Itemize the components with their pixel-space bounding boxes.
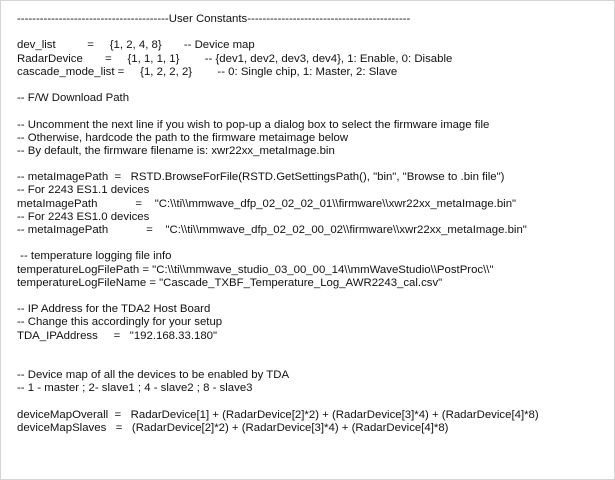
code-line: -- metaImagePath = RSTD.BrowseForFile(RSTD.GetSettingsPath(), "bin", "Browse to .bin file") bbox=[17, 171, 505, 184]
code-line bbox=[17, 395, 610, 408]
code-line: TDA_IPAddress = "192.168.33.180" bbox=[17, 329, 218, 342]
code-line: metaImagePath = "C:\\ti\\mmwave_dfp_02_02_02_01\\firmware\\xwr22xx_metaImage.bin" bbox=[17, 197, 517, 210]
code-line: -- F/W Download Path bbox=[17, 92, 130, 105]
code-line: cascade_mode_list = {1, 2, 2, 2} -- 0: Single chip, 1: Master, 2: Slave bbox=[17, 65, 398, 78]
code-line bbox=[17, 105, 610, 118]
code-line: deviceMapSlaves = (RadarDevice[2]*2) + (RadarDevice[3]*4) + (RadarDevice[4]*8) bbox=[17, 421, 449, 434]
code-line: -- By default, the firmware filename is: xwr22xx_metaImage.bin bbox=[17, 144, 335, 157]
code-line bbox=[17, 290, 610, 303]
code-line: -- Device map of all the devices to be enabled by TDA bbox=[17, 369, 290, 382]
code-line: temperatureLogFileName = "Cascade_TXBF_Temperature_Log_AWR2243_cal.csv" bbox=[17, 276, 443, 289]
code-line: -- For 2243 ES1.1 devices bbox=[17, 184, 150, 197]
code-line: dev_list = {1, 2, 4, 8} -- Device map bbox=[17, 39, 255, 52]
code-line: -- IP Address for the TDA2 Host Board bbox=[17, 303, 211, 316]
code-line: -- temperature logging file info bbox=[17, 250, 172, 263]
code-line bbox=[17, 343, 610, 356]
code-line: -- metaImagePath = "C:\\ti\\mmwave_dfp_02_02_00_02\\firmware\\xwr22xx_metaImage.bin" bbox=[17, 224, 527, 236]
code-line: -- Uncomment the next line if you wish to pop-up a dialog box to select the firmware image file bbox=[17, 118, 490, 131]
code-line: -- Change this accordingly for your setup bbox=[17, 316, 223, 329]
code-line: ----------------------------------------User Constants------------------------------------------- bbox=[17, 13, 411, 25]
code-text bbox=[17, 13, 610, 435]
code-line: -- 1 - master ; 2- slave1 ; 4 - slave2 ; 8 - slave3 bbox=[17, 382, 253, 395]
code-line bbox=[17, 356, 610, 369]
code-line: -- Otherwise, hardcode the path to the firmware metaimage below bbox=[17, 131, 349, 144]
code-line: temperatureLogFilePath = "C:\\ti\\mmwave_studio_03_00_00_14\\mmWaveStudio\\PostProc\\" bbox=[17, 263, 494, 276]
code-line: -- For 2243 ES1.0 devices bbox=[17, 210, 150, 223]
code-line bbox=[17, 237, 610, 250]
code-line: deviceMapOverall = RadarDevice[1] + (RadarDevice[2]*2) + (RadarDevice[3]*4) + (RadarDevice[4]*8) bbox=[17, 408, 539, 421]
code-line bbox=[17, 26, 610, 39]
code-line bbox=[17, 79, 610, 92]
code-line bbox=[17, 158, 610, 171]
code-line: RadarDevice = {1, 1, 1, 1} -- {dev1, dev2, dev3, dev4}, 1: Enable, 0: Disable bbox=[17, 52, 453, 65]
